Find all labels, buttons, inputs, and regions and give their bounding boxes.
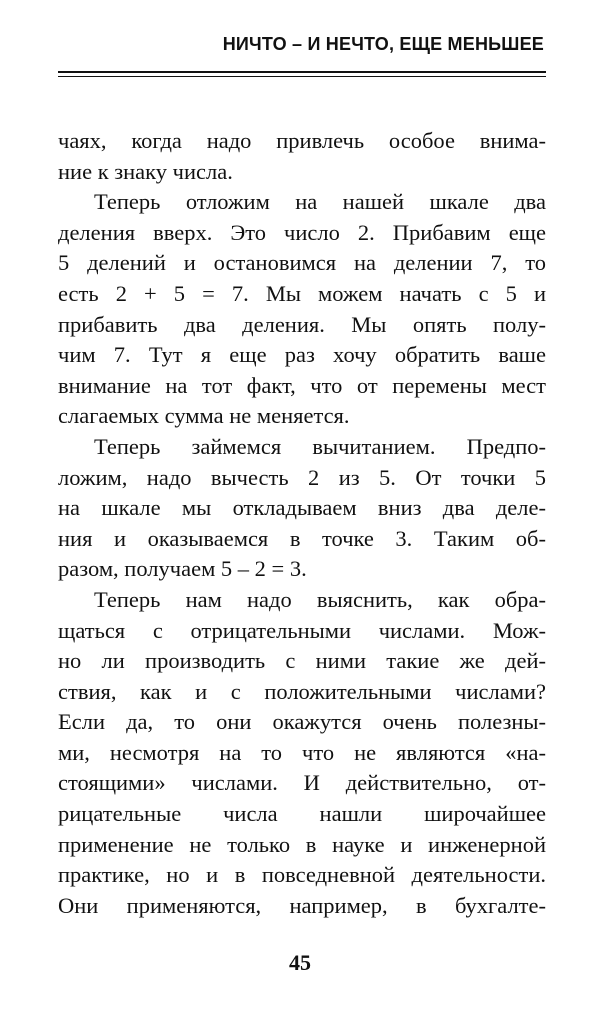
text-line: внимание на тот факт, что от перемены мест xyxy=(58,372,546,398)
text-line: ние к знаку числа. xyxy=(58,158,233,184)
text-line: Если да, то они окажутся очень полезны- xyxy=(58,709,546,735)
text-line: практике, но и в повседневной деятельности. xyxy=(58,862,546,888)
text-line: ствия, как и с положительными числами? xyxy=(58,678,546,704)
text-line: разом, получаем 5 – 2 = 3. xyxy=(58,556,307,582)
text-line: рицательные числа нашли широчайшее xyxy=(58,801,546,827)
text-line: чим 7. Тут я еще раз хочу обратить ваше xyxy=(58,342,546,368)
text-line: на шкале мы откладываем вниз два деле- xyxy=(58,495,546,521)
header-rule-thin xyxy=(58,76,546,77)
paragraph-first-line: Теперь нам надо выяснить, как обра- xyxy=(94,586,546,612)
running-title: НИЧТО – И НЕЧТО, ЕЩЕ МЕНЬШЕЕ xyxy=(222,34,544,54)
page-body xyxy=(58,126,546,921)
text-line: прибавить два деления. Мы опять полу- xyxy=(58,311,546,337)
text-line: чаях, когда надо привлечь особое внима- xyxy=(58,128,546,153)
text-line: Они применяются, например, в бухгалте- xyxy=(58,892,546,918)
text-line: есть 2 + 5 = 7. Мы можем начать с 5 и xyxy=(58,280,546,306)
text-line: применение не только в науке и инженерной xyxy=(58,831,546,857)
text-line: деления вверх. Это число 2. Прибавим еще xyxy=(58,219,546,245)
text-line: но ли производить с ними такие же дей- xyxy=(58,648,546,674)
text-line: ложим, надо вычесть 2 из 5. От точки 5 xyxy=(58,464,546,490)
text-line: ми, несмотря на то что не являются «на- xyxy=(58,739,546,765)
text-line: стоящими» числами. И действительно, от- xyxy=(58,770,546,796)
text-line: 5 делений и остановимся на делении 7, то xyxy=(58,250,546,276)
text-line: щаться с отрицательными числами. Мож- xyxy=(58,617,546,643)
header-rule-thick xyxy=(58,71,546,73)
page-number: 45 xyxy=(289,950,311,975)
paragraph-first-line: Теперь отложим на нашей шкале два xyxy=(94,189,546,215)
text-line: ния и оказываемся в точке 3. Таким об- xyxy=(58,525,546,551)
paragraph-first-line: Теперь займемся вычитанием. Предпо- xyxy=(94,433,546,459)
text-line: слагаемых сумма не меняется. xyxy=(58,403,350,429)
